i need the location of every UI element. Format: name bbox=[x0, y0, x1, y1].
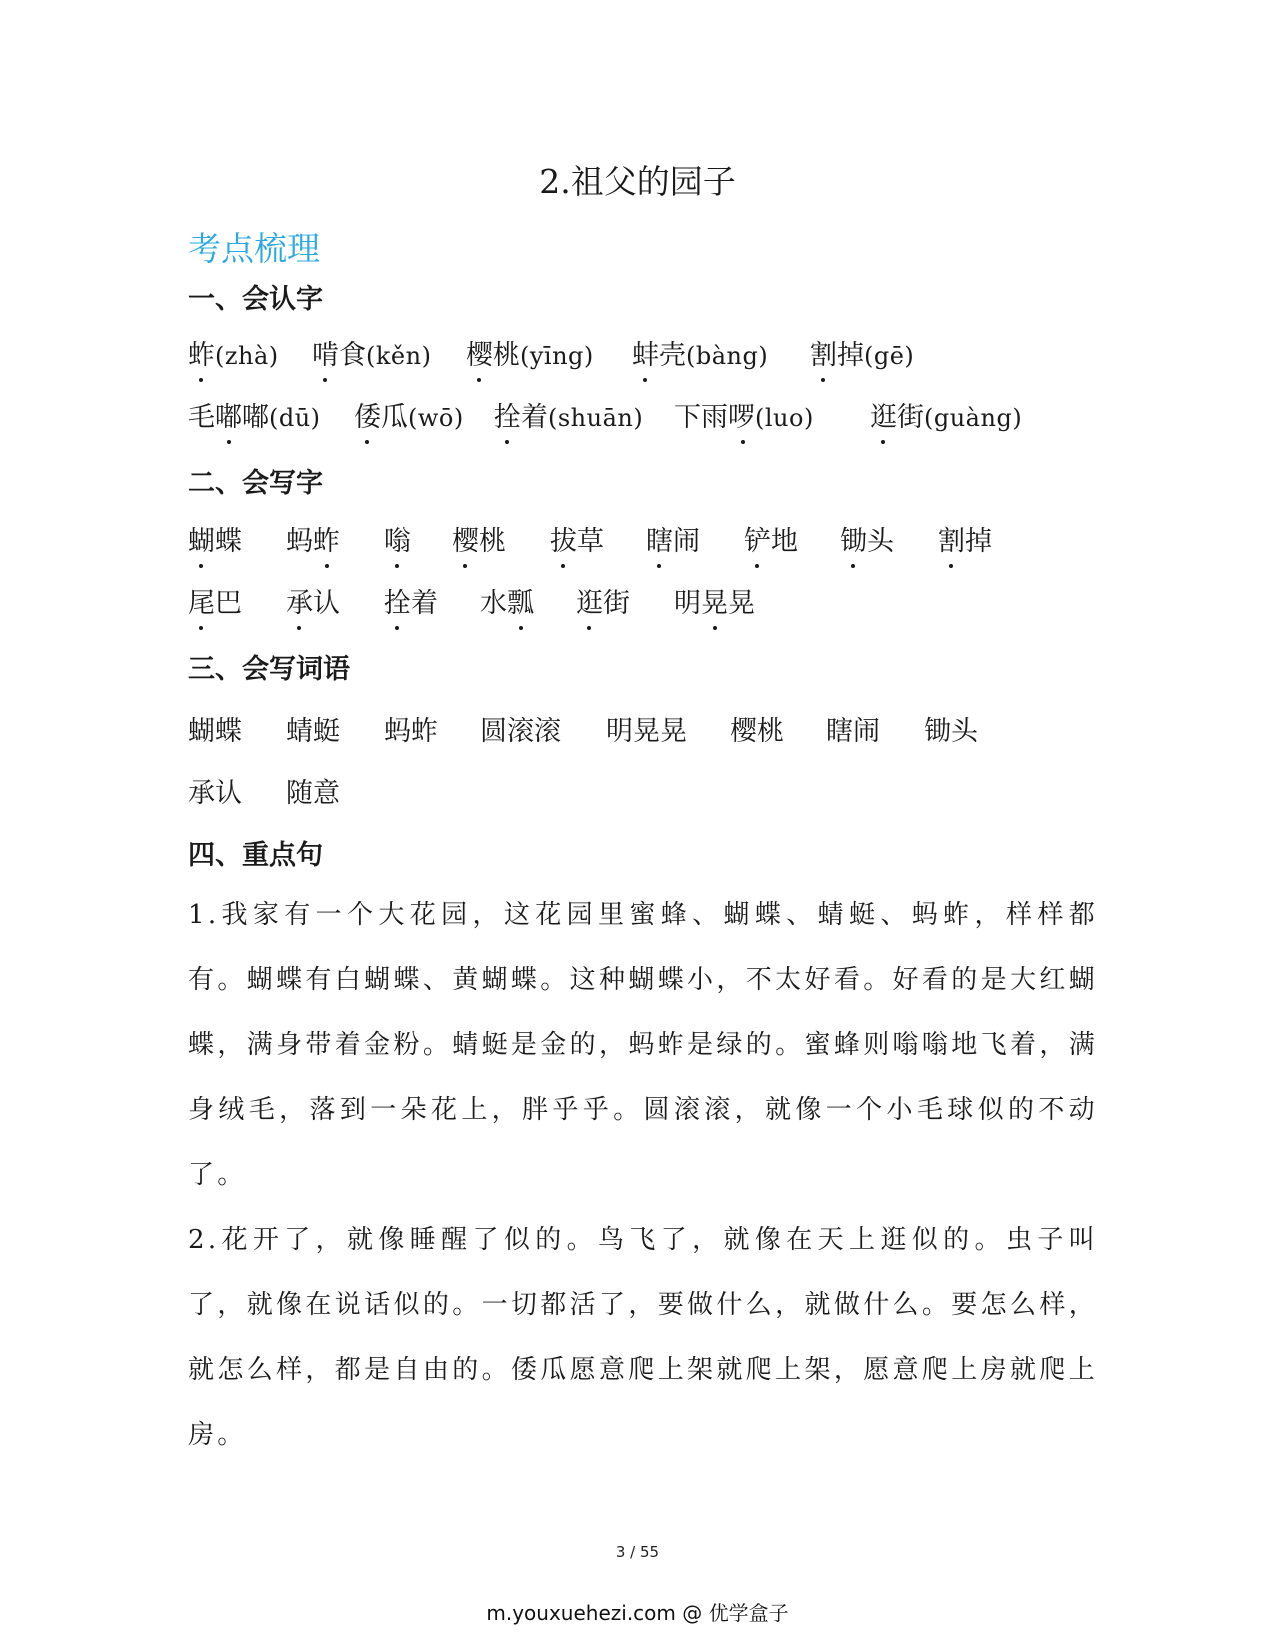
emphasis-dot bbox=[519, 626, 523, 630]
write-char bbox=[452, 519, 506, 565]
word: 割掉 bbox=[938, 526, 992, 557]
word: 蝴蝶 bbox=[188, 526, 242, 557]
write-char bbox=[286, 519, 340, 565]
pinyin: (bàng) bbox=[686, 342, 769, 370]
sentence-1: 1.我家有一个大花园，这花园里蜜蜂、蝴蝶、蜻蜓、蚂蚱，样样都有。蝴蝶有白蝴蝶、黄蝴蝶。这种蝴蝶小，不太好看。好看的是大红蝴蝶，满身带着金粉。蜻蜓是金的，蚂蚱是绿的。蜜蜂则嗡嗡地飞着，满身绒毛，落到一朵花上，胖乎乎。圆滚滚，就像一个小毛球似的不动了。 bbox=[188, 900, 1098, 1190]
write-words-row-1 bbox=[188, 709, 1148, 755]
word: 毛嘟嘟 bbox=[188, 402, 269, 433]
pinyin: (guàng) bbox=[924, 404, 1023, 432]
pinyin: (kěn) bbox=[366, 342, 432, 370]
word: 水瓢 bbox=[480, 588, 534, 619]
heading-key-sentences: 四、重点句 bbox=[188, 840, 323, 871]
write-word: 随意 bbox=[286, 778, 340, 809]
word: 拔草 bbox=[550, 526, 604, 557]
write-char bbox=[384, 581, 438, 627]
word: 拴着 bbox=[384, 588, 438, 619]
emphasis-dot bbox=[227, 440, 231, 444]
pinyin: (wō) bbox=[408, 404, 464, 432]
emphasis-dot bbox=[713, 626, 717, 630]
emphasis-dot bbox=[561, 564, 565, 568]
recognize-row-2 bbox=[188, 395, 1148, 441]
write-word: 樱桃 bbox=[730, 716, 784, 747]
heading-write-words: 三、会写词语 bbox=[188, 654, 350, 685]
write-char bbox=[286, 581, 340, 627]
word: 樱桃 bbox=[452, 526, 506, 557]
emphasis-dot bbox=[395, 564, 399, 568]
write-char bbox=[744, 519, 798, 565]
word: 蚌壳 bbox=[632, 340, 686, 371]
word: 倭瓜 bbox=[354, 402, 408, 433]
sentence-2: 2.花开了，就像睡醒了似的。鸟飞了，就像在天上逛似的。虫子叫了，就像在说话似的。一切都活了，要做什么，就做什么。要怎么样，就怎么样，都是自由的。倭瓜愿意爬上架就爬上架，愿意爬上房就爬上房。 bbox=[188, 1225, 1098, 1450]
pinyin: (zhà) bbox=[215, 342, 279, 370]
word: 蚱 bbox=[188, 340, 215, 371]
write-word: 蝴蝶 bbox=[188, 716, 242, 747]
emphasis-dot bbox=[365, 440, 369, 444]
word: 逛街 bbox=[870, 402, 924, 433]
write-chars-row-1 bbox=[188, 519, 1148, 565]
recognize-item bbox=[466, 333, 594, 379]
recognize-item bbox=[312, 333, 431, 379]
write-char bbox=[188, 519, 242, 565]
write-word: 承认 bbox=[188, 778, 242, 809]
pinyin: (yīng) bbox=[520, 342, 594, 370]
recognize-item bbox=[188, 333, 279, 379]
write-word: 明晃晃 bbox=[606, 716, 687, 747]
write-word: 锄头 bbox=[924, 716, 978, 747]
word: 锄头 bbox=[840, 526, 894, 557]
emphasis-dot bbox=[199, 378, 203, 382]
section-title: 考点梳理 bbox=[188, 229, 320, 268]
word: 逛街 bbox=[576, 588, 630, 619]
write-word: 蚂蚱 bbox=[384, 716, 438, 747]
page-title: 2.祖父的园子 bbox=[539, 162, 736, 201]
emphasis-dot bbox=[755, 564, 759, 568]
pinyin: (gē) bbox=[864, 342, 915, 370]
word: 明晃晃 bbox=[674, 588, 755, 619]
recognize-item bbox=[870, 395, 1022, 441]
word: 瞎闹 bbox=[646, 526, 700, 557]
recognize-item bbox=[810, 333, 914, 379]
word: 尾巴 bbox=[188, 588, 242, 619]
word: 割掉 bbox=[810, 340, 864, 371]
emphasis-dot bbox=[881, 440, 885, 444]
write-char bbox=[384, 519, 411, 565]
emphasis-dot bbox=[325, 564, 329, 568]
emphasis-dot bbox=[657, 564, 661, 568]
emphasis-dot bbox=[199, 564, 203, 568]
write-char bbox=[550, 519, 604, 565]
write-char bbox=[840, 519, 894, 565]
page-number: 3 / 55 bbox=[615, 1543, 660, 1561]
emphasis-dot bbox=[851, 564, 855, 568]
emphasis-dot bbox=[587, 626, 591, 630]
recognize-item bbox=[674, 395, 814, 441]
write-chars-row-2 bbox=[188, 581, 1148, 627]
heading-write-chars: 二、会写字 bbox=[188, 468, 323, 499]
word: 承认 bbox=[286, 588, 340, 619]
emphasis-dot bbox=[199, 626, 203, 630]
emphasis-dot bbox=[323, 378, 327, 382]
pinyin: (luo) bbox=[755, 404, 814, 432]
write-char bbox=[188, 581, 242, 627]
emphasis-dot bbox=[463, 564, 467, 568]
write-char bbox=[576, 581, 630, 627]
write-char bbox=[646, 519, 700, 565]
write-words-row-2 bbox=[188, 771, 1148, 817]
key-sentences bbox=[188, 883, 1098, 1468]
emphasis-dot bbox=[477, 378, 481, 382]
emphasis-dot bbox=[505, 440, 509, 444]
emphasis-dot bbox=[821, 378, 825, 382]
emphasis-dot bbox=[741, 440, 745, 444]
recognize-row-1 bbox=[188, 333, 1148, 379]
write-word: 蜻蜓 bbox=[286, 716, 340, 747]
emphasis-dot bbox=[949, 564, 953, 568]
emphasis-dot bbox=[395, 626, 399, 630]
recognize-item bbox=[354, 395, 464, 441]
word: 下雨啰 bbox=[674, 402, 755, 433]
recognize-item bbox=[632, 333, 768, 379]
write-char bbox=[480, 581, 534, 627]
word: 啃食 bbox=[312, 340, 366, 371]
write-word: 圆滚滚 bbox=[480, 716, 561, 747]
write-char bbox=[938, 519, 992, 565]
emphasis-dot bbox=[643, 378, 647, 382]
word: 嗡 bbox=[384, 526, 411, 557]
word: 蚂蚱 bbox=[286, 526, 340, 557]
write-word: 瞎闹 bbox=[826, 716, 880, 747]
footer-watermark: m.youxuehezi.com @ 优学盒子 bbox=[486, 1601, 789, 1625]
pinyin: (dū) bbox=[269, 404, 321, 432]
recognize-item bbox=[494, 395, 643, 441]
emphasis-dot bbox=[297, 626, 301, 630]
recognize-item bbox=[188, 395, 321, 441]
heading-recognize: 一、会认字 bbox=[188, 284, 323, 315]
word: 樱桃 bbox=[466, 340, 520, 371]
word: 拴着 bbox=[494, 402, 548, 433]
write-char bbox=[674, 581, 755, 627]
word: 铲地 bbox=[744, 526, 798, 557]
pinyin: (shuān) bbox=[548, 404, 644, 432]
